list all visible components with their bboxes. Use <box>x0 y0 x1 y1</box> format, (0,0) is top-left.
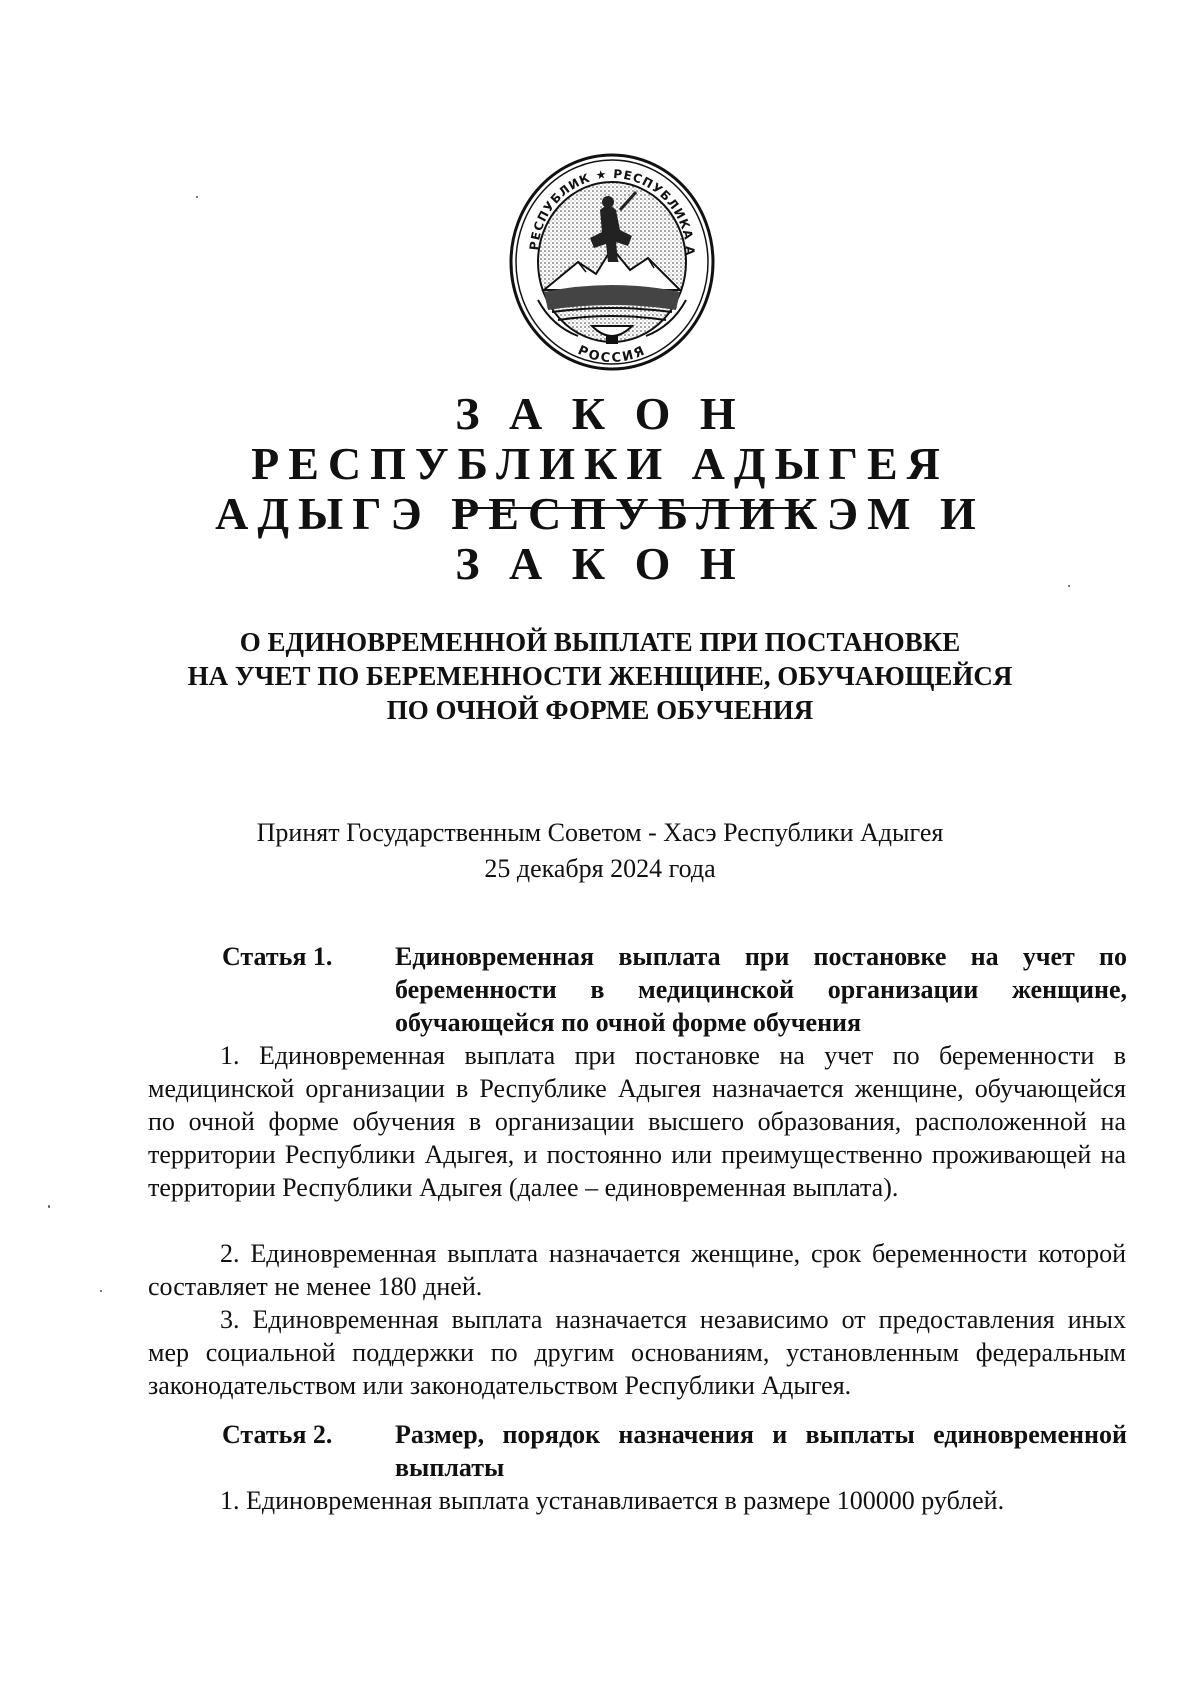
scan-speck <box>1068 585 1070 587</box>
article-1-paragraph-2: 2. Единовременная выплата назначается женщине, срок беременности которой составляет не менее 180 дней. <box>148 1239 1126 1301</box>
article-1-title: Единовременная выплата при постановке на учет по беременности в медицинской организации женщине, обучающейся по очной форме обучения <box>395 942 1127 1037</box>
law-title-line-1: О ЕДИНОВРЕМЕННОЙ ВЫПЛАТЕ ПРИ ПОСТАНОВКЕ <box>239 627 961 657</box>
header-adyghe-zakon: З А К О Н <box>455 538 745 589</box>
law-title-line-2: НА УЧЕТ ПО БЕРЕМЕННОСТИ ЖЕНЩИНЕ, ОБУЧАЮЩЕЙСЯ <box>187 661 1013 691</box>
article-2-title: Размер, порядок назначения и выплаты единовременной выплаты <box>395 1420 1127 1482</box>
article-1-paragraph-3: 3. Единовременная выплата назначается независимо от предоставления иных мер социальной поддержки по другим основаниям, установленным федеральным законодательством или законодательством Республики Адыгея. <box>148 1305 1126 1400</box>
article-1-number: Статья 1. <box>222 942 333 971</box>
adoption-date: 25 декабря 2024 года <box>484 854 716 883</box>
header-zakon: З А К О Н <box>455 388 745 439</box>
article-1-paragraph-1: 1. Единовременная выплата при постановке на учет по беременности в медицинской организации в Республике Адыгея назначается женщине, обучающейся по очной форме обучения в организации высшего образования, расположенной на территории Республики Адыгея, и постоянно или преимущественно проживающей на территории Республики Адыгея (далее – единовременная выплата). <box>148 1041 1126 1202</box>
coat-of-arms-icon <box>508 150 716 390</box>
scan-speck <box>100 1290 102 1292</box>
adoption-statement: Принят Государственным Советом - Хасэ Республики Адыгея <box>256 818 944 847</box>
header-republic-name: РЕСПУБЛИКИ АДЫГЕЯ <box>251 438 949 489</box>
law-title-line-3: ПО ОЧНОЙ ФОРМЕ ОБУЧЕНИЯ <box>386 695 814 725</box>
article-2-paragraph-1: 1. Единовременная выплата устанавливается в размере 100000 рублей. <box>220 1486 1005 1515</box>
scan-speck <box>48 1205 50 1208</box>
header-adyghe-name: АДЫГЭ РЕСПУБЛИКЭМ И <box>215 488 985 539</box>
svg-text:АДЫГЭ РЕСПУБЛИК ★ РЕСПУБЛИКА А: РЕСПУБЛИК ★ РЕСПУБЛИКА А <box>526 166 698 257</box>
scan-speck <box>196 196 198 198</box>
svg-text:РОССИЯ: РОССИЯ <box>575 343 649 367</box>
article-2-number: Статья 2. <box>222 1420 333 1449</box>
